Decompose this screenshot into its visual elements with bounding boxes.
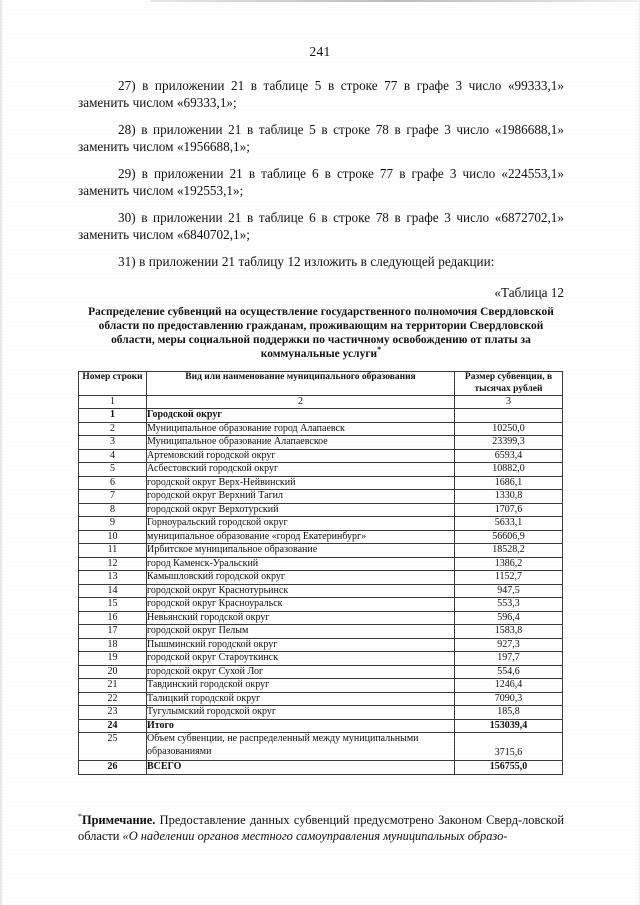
table-row [79,625,563,639]
subvention-amount-cell: 1386,2 [455,557,563,571]
table-row [79,422,563,436]
subvention-amount-cell: 156755,0 [455,761,563,775]
table-row [79,463,563,477]
subvention-amount-cell: 554,6 [455,665,563,679]
subvention-amount-cell: 1152,7 [455,571,563,585]
row-number-cell: 9 [79,517,147,531]
municipality-name-cell: Итого [147,719,455,733]
table-row [79,652,563,666]
table-row [79,761,563,775]
subvention-amount-cell [455,409,563,423]
row-number-cell: 7 [79,490,147,504]
row-number-cell: 21 [79,679,147,693]
table-row [79,719,563,733]
subvention-amount-cell: 185,8 [455,706,563,720]
subvention-amount-cell: 3715,6 [455,733,563,761]
row-number-cell: 26 [79,761,147,775]
table-title [78,305,564,362]
footnote-star-icon: * [78,811,82,821]
subvention-amount-cell: 596,4 [455,611,563,625]
row-number-cell: 20 [79,665,147,679]
row-number-cell: 16 [79,611,147,625]
amendment-item-28: 28) в приложении 21 в таблице 5 в строке 78 в графе 3 число «1986688,1» заменить числом «1956688,1»; [78,122,564,154]
municipality-name-cell: Пышминский городской округ [147,638,455,652]
row-number-cell: 4 [79,449,147,463]
subvention-amount-cell: 197,7 [455,652,563,666]
row-number-cell: 24 [79,719,147,733]
table-row [79,476,563,490]
table-header-row [79,372,563,396]
header-municipality-name: Вид или наименование муниципального образования [147,372,455,396]
header-subvention-amount: Размер субвенции, в тысячах рублей [455,372,563,396]
amendment-item-31: 31) в приложении 21 таблицу 12 изложить в следующей редакции: [118,254,495,269]
table-row [79,530,563,544]
document-body [78,78,564,775]
header-row-number: Номер строки [79,372,147,396]
table-row [79,409,563,423]
table-row [79,557,563,571]
row-number-cell: 15 [79,598,147,612]
row-number-cell: 19 [79,652,147,666]
subvention-amount-cell: 1583,8 [455,625,563,639]
municipality-name-cell: Талицкий городской округ [147,692,455,706]
municipality-name-cell: городской округ Верхотурский [147,503,455,517]
municipality-name-cell: городской округ Сухой Лог [147,665,455,679]
footnote-line2-italic: «О наделении органов местного самоуправления муниципальных образо- [122,829,508,843]
subvention-amount-cell: 1686,1 [455,476,563,490]
subvention-amount-cell: 153039,4 [455,719,563,733]
subvention-amount-cell: 1330,8 [455,490,563,504]
table-row [79,706,563,720]
subvention-amount-cell: 1707,6 [455,503,563,517]
row-number-cell: 12 [79,557,147,571]
municipality-name-cell: городской округ Краснотурьинск [147,584,455,598]
municipality-name-cell: Невьянский городской округ [147,611,455,625]
subvention-amount-cell: 23399,3 [455,436,563,450]
municipality-name-cell: Горноуральский городской округ [147,517,455,531]
row-number-cell: 25 [79,733,147,761]
table-row [79,692,563,706]
table-row [79,503,563,517]
subvention-amount-cell: 10250,0 [455,422,563,436]
row-number-cell: 23 [79,706,147,720]
municipality-name-cell: городской округ Староуткинск [147,652,455,666]
row-number-cell: 10 [79,530,147,544]
table-column-number-row [79,396,563,409]
row-number-cell: 1 [79,409,147,423]
footnote-label: Примечание. [82,813,156,827]
table-row [79,611,563,625]
subvention-amount-cell: 927,3 [455,638,563,652]
table-row [79,733,563,761]
table-row [79,665,563,679]
row-number-cell: 18 [79,638,147,652]
row-number-cell: 11 [79,544,147,558]
table-row [79,544,563,558]
table-row [79,598,563,612]
municipality-name-cell: городской округ Верхний Тагил [147,490,455,504]
table-row [79,517,563,531]
table-row [79,584,563,598]
page-number: 241 [309,44,331,59]
municipality-name-cell: Муниципальное образование Алапаевское [147,436,455,450]
footnote-marker-icon: * [377,345,382,355]
column-number-2: 2 [147,396,455,409]
municipality-name-cell: Асбестовский городской округ [147,463,455,477]
row-number-cell: 8 [79,503,147,517]
municipality-name-cell: Тавдинский городской округ [147,679,455,693]
municipality-name-cell: Городской округ [147,409,455,423]
subvention-amount-cell: 553,3 [455,598,563,612]
column-number-3: 3 [455,396,563,409]
subvention-amount-cell: 10882,0 [455,463,563,477]
footnote-line2-plain: ловской области [78,813,564,843]
subvention-amount-cell: 6593,4 [455,449,563,463]
amendment-item-27: 27) в приложении 21 в таблице 5 в строке 77 в графе 3 число «99333,1» заменить числом «69333,1»; [78,78,564,110]
table-caption: «Таблица 12 [494,284,564,300]
table-body [79,409,563,775]
footnote [78,812,564,844]
municipality-name-cell: город Каменск-Уральский [147,557,455,571]
municipality-name-cell: Тугулымский городской округ [147,706,455,720]
municipality-name-cell: Артемовский городской округ [147,449,455,463]
municipality-name-cell: Объем субвенции, не распределенный между муниципальными образованиями [147,733,455,761]
municipality-name-cell: ВСЕГО [147,761,455,775]
row-number-cell: 17 [79,625,147,639]
municipality-name-cell: Ирбитское муниципальное образование [147,544,455,558]
subventions-table [78,371,563,775]
municipality-name-cell: Камышловский городской округ [147,571,455,585]
subvention-amount-cell: 5633,1 [455,517,563,531]
row-number-cell: 22 [79,692,147,706]
row-number-cell: 2 [79,422,147,436]
row-number-cell: 3 [79,436,147,450]
municipality-name-cell: Муниципальное образование город Алапаевск [147,422,455,436]
subvention-amount-cell: 56606,9 [455,530,563,544]
table-row [79,490,563,504]
subvention-amount-cell: 7090,3 [455,692,563,706]
footnote-indent [78,813,522,827]
row-number-cell: 6 [79,476,147,490]
table-title-text: Распределение субвенций на осуществление государственного полномочия Свердловской области по предоставлению гражданам, проживающим на территории Свердловской области, меры социальной поддержки по частичному освобождению от платы за коммунальные услуги [88,305,554,361]
footnote-line1: Предоставление данных субвенций предусмотрено Законом Сверд- [155,813,523,827]
row-number-cell: 14 [79,584,147,598]
municipality-name-cell: муниципальное образование «город Екатеринбург» [147,530,455,544]
subvention-amount-cell: 18528,2 [455,544,563,558]
municipality-name-cell: городской округ Пелым [147,625,455,639]
table-row [79,571,563,585]
municipality-name-cell: городской округ Красноуральск [147,598,455,612]
table-row [79,638,563,652]
table-row [79,436,563,450]
table-row [79,679,563,693]
table-row [79,449,563,463]
subvention-amount-cell: 1246,4 [455,679,563,693]
column-number-1: 1 [79,396,147,409]
amendment-item-29: 29) в приложении 21 в таблице 6 в строке 77 в графе 3 число «224553,1» заменить числом «192553,1»; [78,166,564,198]
subvention-amount-cell: 947,5 [455,584,563,598]
row-number-cell: 13 [79,571,147,585]
municipality-name-cell: городской округ Верх-Нейвинский [147,476,455,490]
row-number-cell: 5 [79,463,147,477]
amendment-item-30: 30) в приложении 21 в таблице 6 в строке 78 в графе 3 число «6872702,1» заменить числом «6840702,1»; [78,210,564,242]
